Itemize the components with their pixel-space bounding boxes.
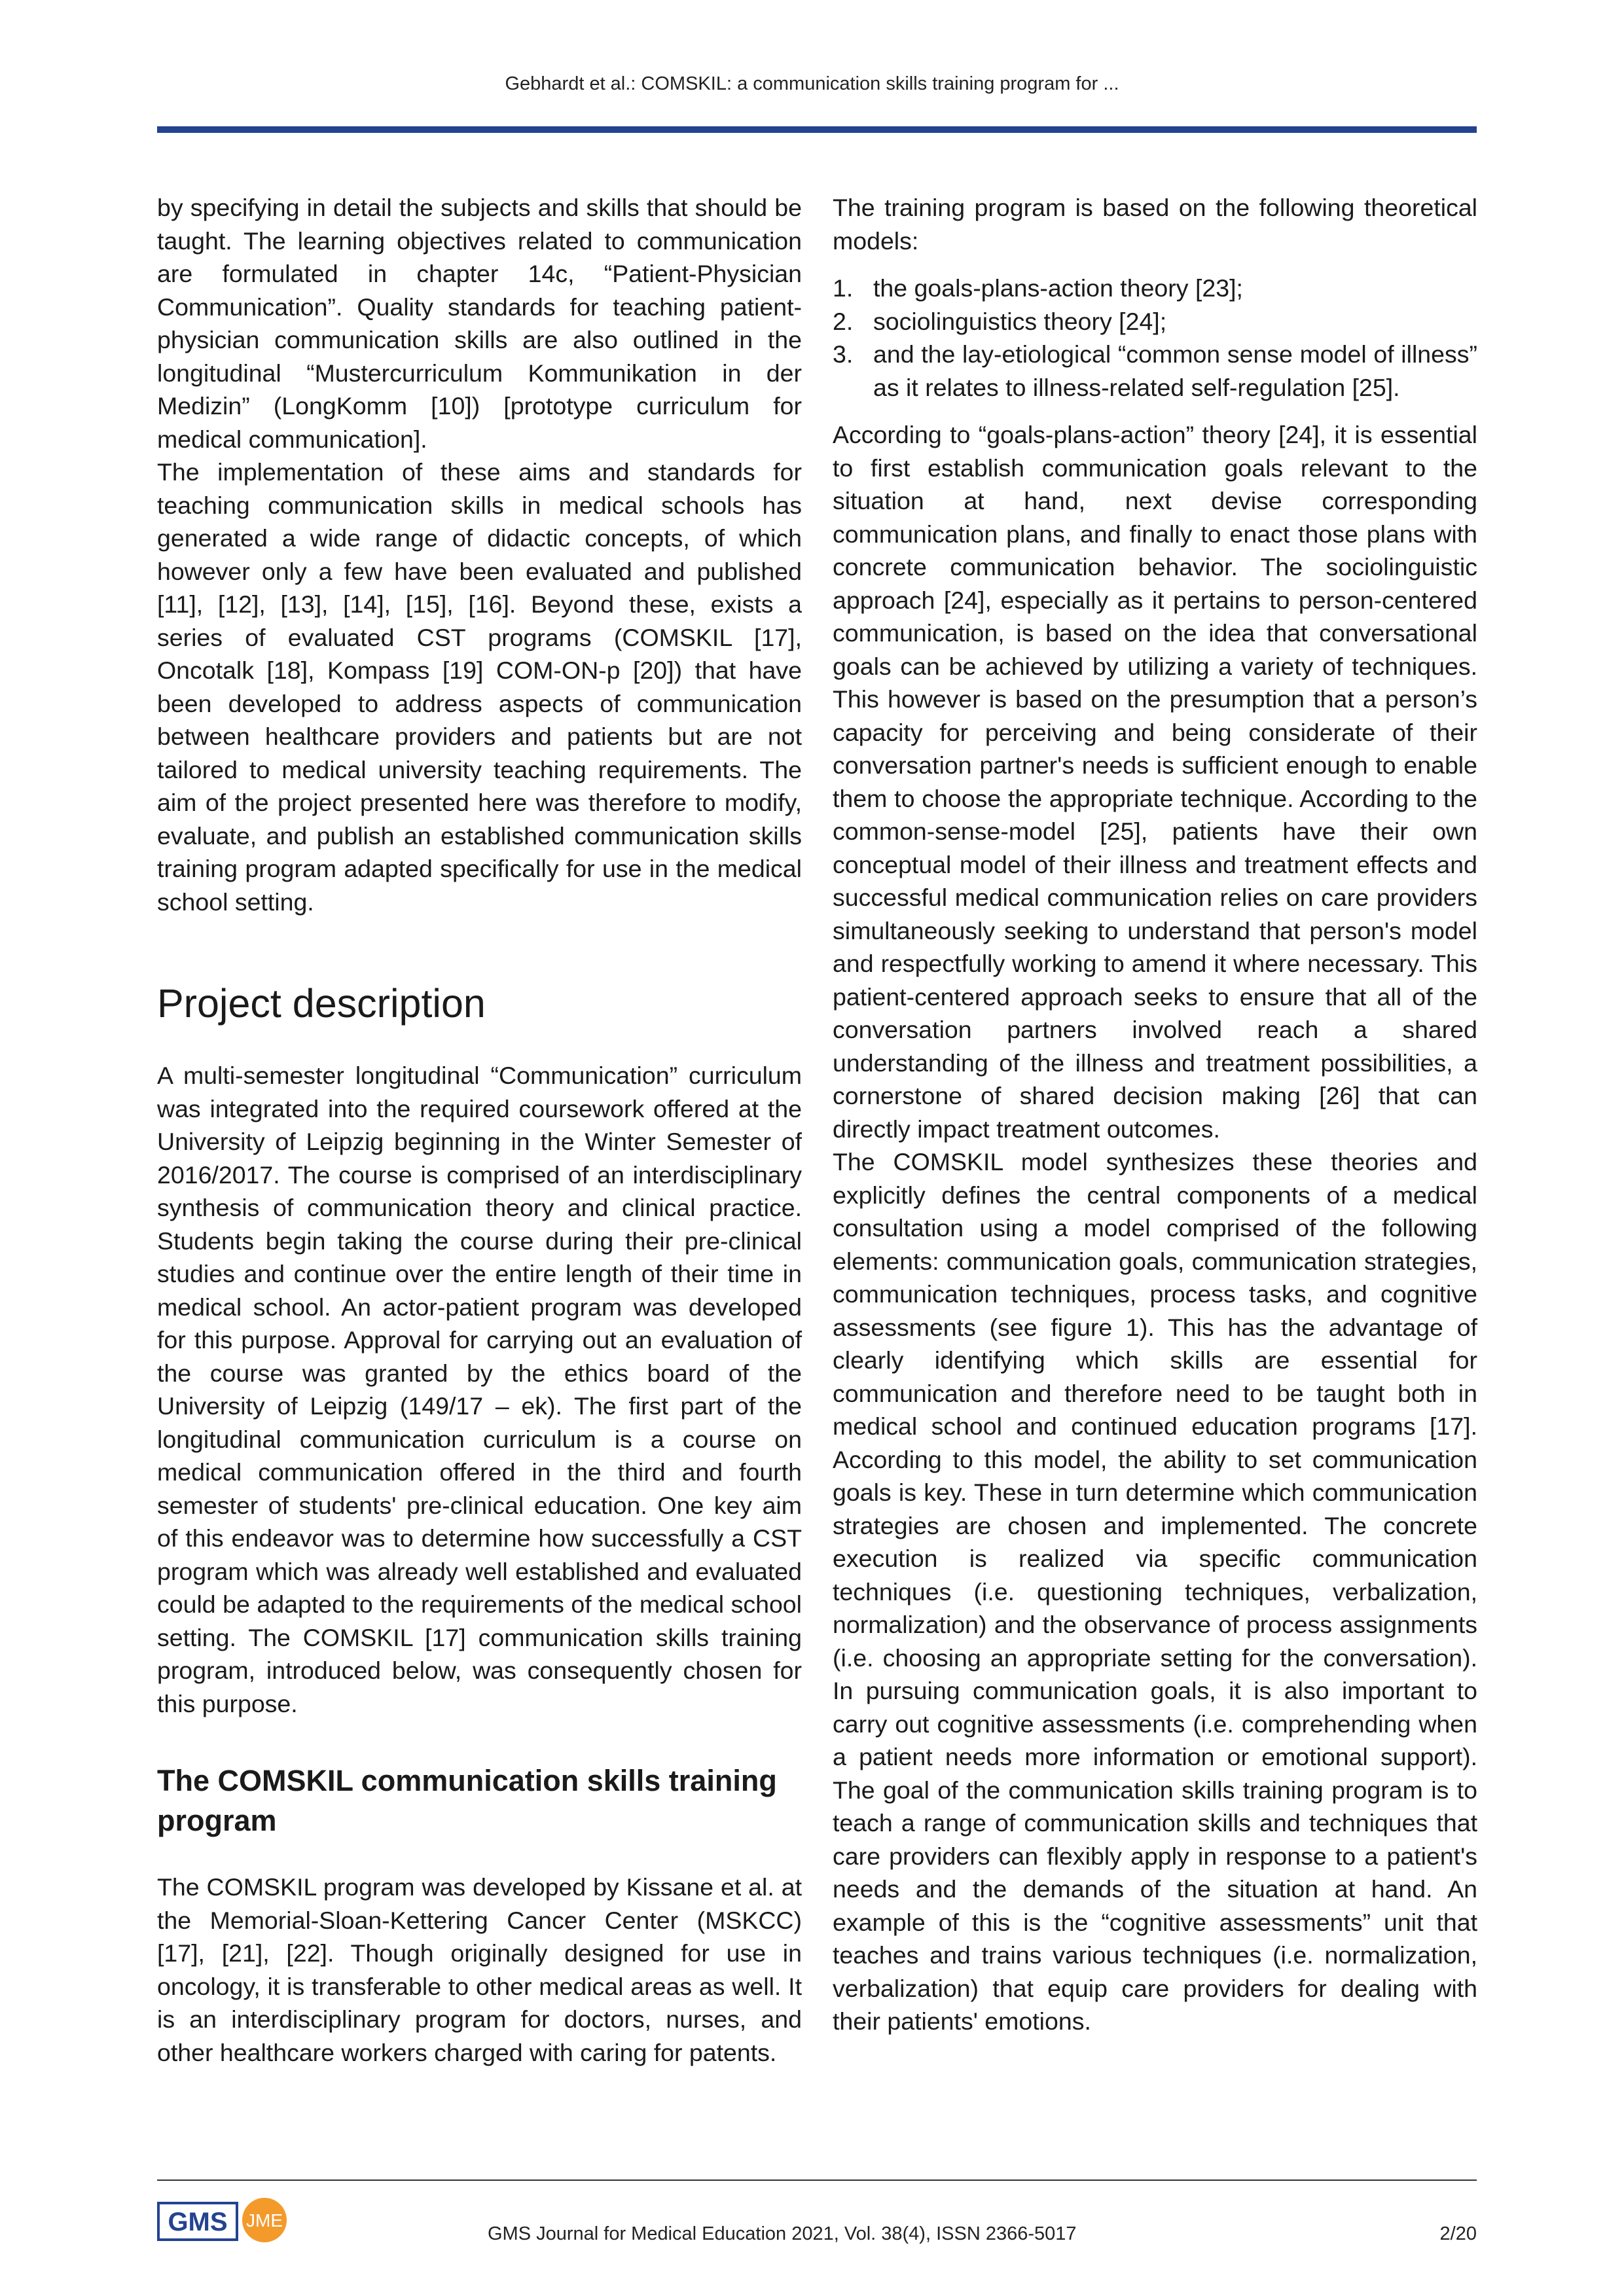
footer-page-number: 2/20 [1439, 2223, 1477, 2244]
right-paragraph-2: According to “goals-plans-action” theory [24], it is essential to first establish communication goals relevant to the situation at hand, next devise corresponding communication plans, and finally to enact those plans with concrete communication behavior. The sociolinguistic approach [24], especially as it pertains to person-centered communication, is based on the idea that conversational goals can be achieved by utilizing a variety of techniques. This however is based on the presumption that a person’s capacity for perceiving and being considerate of their conversation partner's needs is sufficient enough to enable them to choose the appropriate technique. According to the common-sense-model [25], patients have their own conceptual model of their illness and treatment effects and successful medical communication relies on care providers simultaneously seeking to understand that person's model and respectfully working to amend it where necessary. This patient-centered approach seeks to ensure that all of the conversation partners involved reach a shared understanding of the illness and treatment possibilities, a cornerstone of shared decision making [26] that can directly impact treatment outcomes. [833, 421, 1477, 1143]
left-paragraph-1: by specifying in detail the subjects and skills that should be taught. The learning objectives related to communication are formulated in chapter 14c, “Patient-Physician Communication”. Quality standards for teaching patient-physician communication skills are also outlined in the longitudinal “Mustercurriculum Kommunikation in der Medizin” (LongKomm [10]) [prototype curriculum for medical communication]. [157, 194, 802, 453]
footer-journal-citation: GMS Journal for Medical Education 2021, Vol. 38(4), ISSN 2366-5017 [488, 2223, 1077, 2244]
footer-rule [157, 2179, 1477, 2181]
logo-gms-text: GMS [168, 2208, 228, 2236]
left-paragraph-2: The implementation of these aims and standards for teaching communication skills in medical schools has generated a wide range of didactic concepts, of which however only a few have been evaluated and published [11], [12], [13], [14], [15], [16]. Beyond these, exists a series of evaluated CST programs (COMSKIL [17], Oncotalk [18], Kompass [19] COM-ON-p [20]) that have been developed to address aspects of communication between healthcare providers and patients but are not tailored to medical university teaching requirements. The aim of the project presented here was therefore to modify, evaluate, and publish an established communication skills training program adapted specifically for use in the medical school setting. [157, 458, 802, 916]
right-column [833, 191, 1477, 2038]
gms-jme-logo [157, 2197, 291, 2244]
list-item [833, 338, 1477, 404]
list-item [833, 272, 1477, 305]
right-paragraph-3: The COMSKIL model synthesizes these theories and explicitly defines the central components of a medical consultation using a model comprised of the following elements: communication goals, communication strategies, communication techniques, process tasks, and cognitive assessments (see figure 1). This has the advantage of clearly identifying which skills are essential for communication and therefore need to be taught both in medical school and continued education programs [17]. According to this model, the ability to set communication goals is key. These in turn determine which communication strategies are chosen and implemented. The concrete execution is realized via specific communication techniques (i.e. questioning techniques, verbalization, normalization) and the observance of process assignments (i.e. choosing an appropriate setting for the conversation). In pursuing communication goals, it is also important to carry out cognitive assessments (i.e. comprehending when a patient needs more information or emotional support). The goal of the communication skills training program is to teach a range of communication skills and techniques that care providers can flexibly apply in response to a patient's needs and the demands of the situation at hand. An example of this is the “cognitive assessments” unit that teaches and trains various techniques (i.e. normalization, verbalization) that equip care providers for dealing with their patients' emotions. [833, 1148, 1477, 2035]
section-heading-project-description: Project description [157, 981, 486, 1026]
list-item [833, 305, 1477, 338]
header-rule [157, 126, 1477, 133]
list-item-number: 2. [833, 307, 854, 335]
left-column [157, 191, 802, 2069]
subsection-heading-comskil: The COMSKIL communication skills training program [157, 1764, 777, 1837]
theory-list [833, 272, 1477, 404]
logo-jme-text: JME [246, 2210, 283, 2231]
list-item-text: the goals-plans-action theory [23]; [873, 274, 1243, 302]
list-item-number: 3. [833, 340, 854, 368]
running-header: Gebhardt et al.: COMSKIL: a communication skills training program for ... [505, 73, 1119, 94]
left-paragraph-4: The COMSKIL program was developed by Kissane et al. at the Memorial-Sloan-Kettering Cancer Center (MSKCC) [17], [21], [22]. Though originally designed for use in oncology, it is transferable to other medical areas as well. It is an interdisciplinary program for doctors, nurses, and other healthcare workers charged with caring for patents. [157, 1873, 802, 2066]
left-paragraph-3: A multi-semester longitudinal “Communication” curriculum was integrated into the required coursework offered at the University of Leipzig beginning in the Winter Semester of 2016/2017. The course is comprised of an interdisciplinary synthesis of communication theory and clinical practice. Students begin taking the course during their pre-clinical studies and continue over the entire length of their time in medical school. An actor-patient program was developed for this purpose. Approval for carrying out an evaluation of the course was granted by the ethics board of the University of Leipzig (149/17 – ek). The first part of the longitudinal communication curriculum is a course on medical communication offered in the third and fourth semester of students' pre-clinical education. One key aim of this endeavor was to determine how successfully a CST program which was already well established and evaluated could be adapted to the requirements of the medical school setting. The COMSKIL [17] communication skills training program, introduced below, was consequently chosen for this purpose. [157, 1062, 802, 1717]
right-paragraph-1: The training program is based on the following theoretical models: [833, 194, 1477, 255]
list-item-text: sociolinguistics theory [24]; [873, 307, 1167, 335]
list-item-number: 1. [833, 274, 854, 302]
list-item-text: and the lay-etiological “common sense model of illness” as it relates to illness-related self-regulation [25]. [873, 340, 1477, 401]
